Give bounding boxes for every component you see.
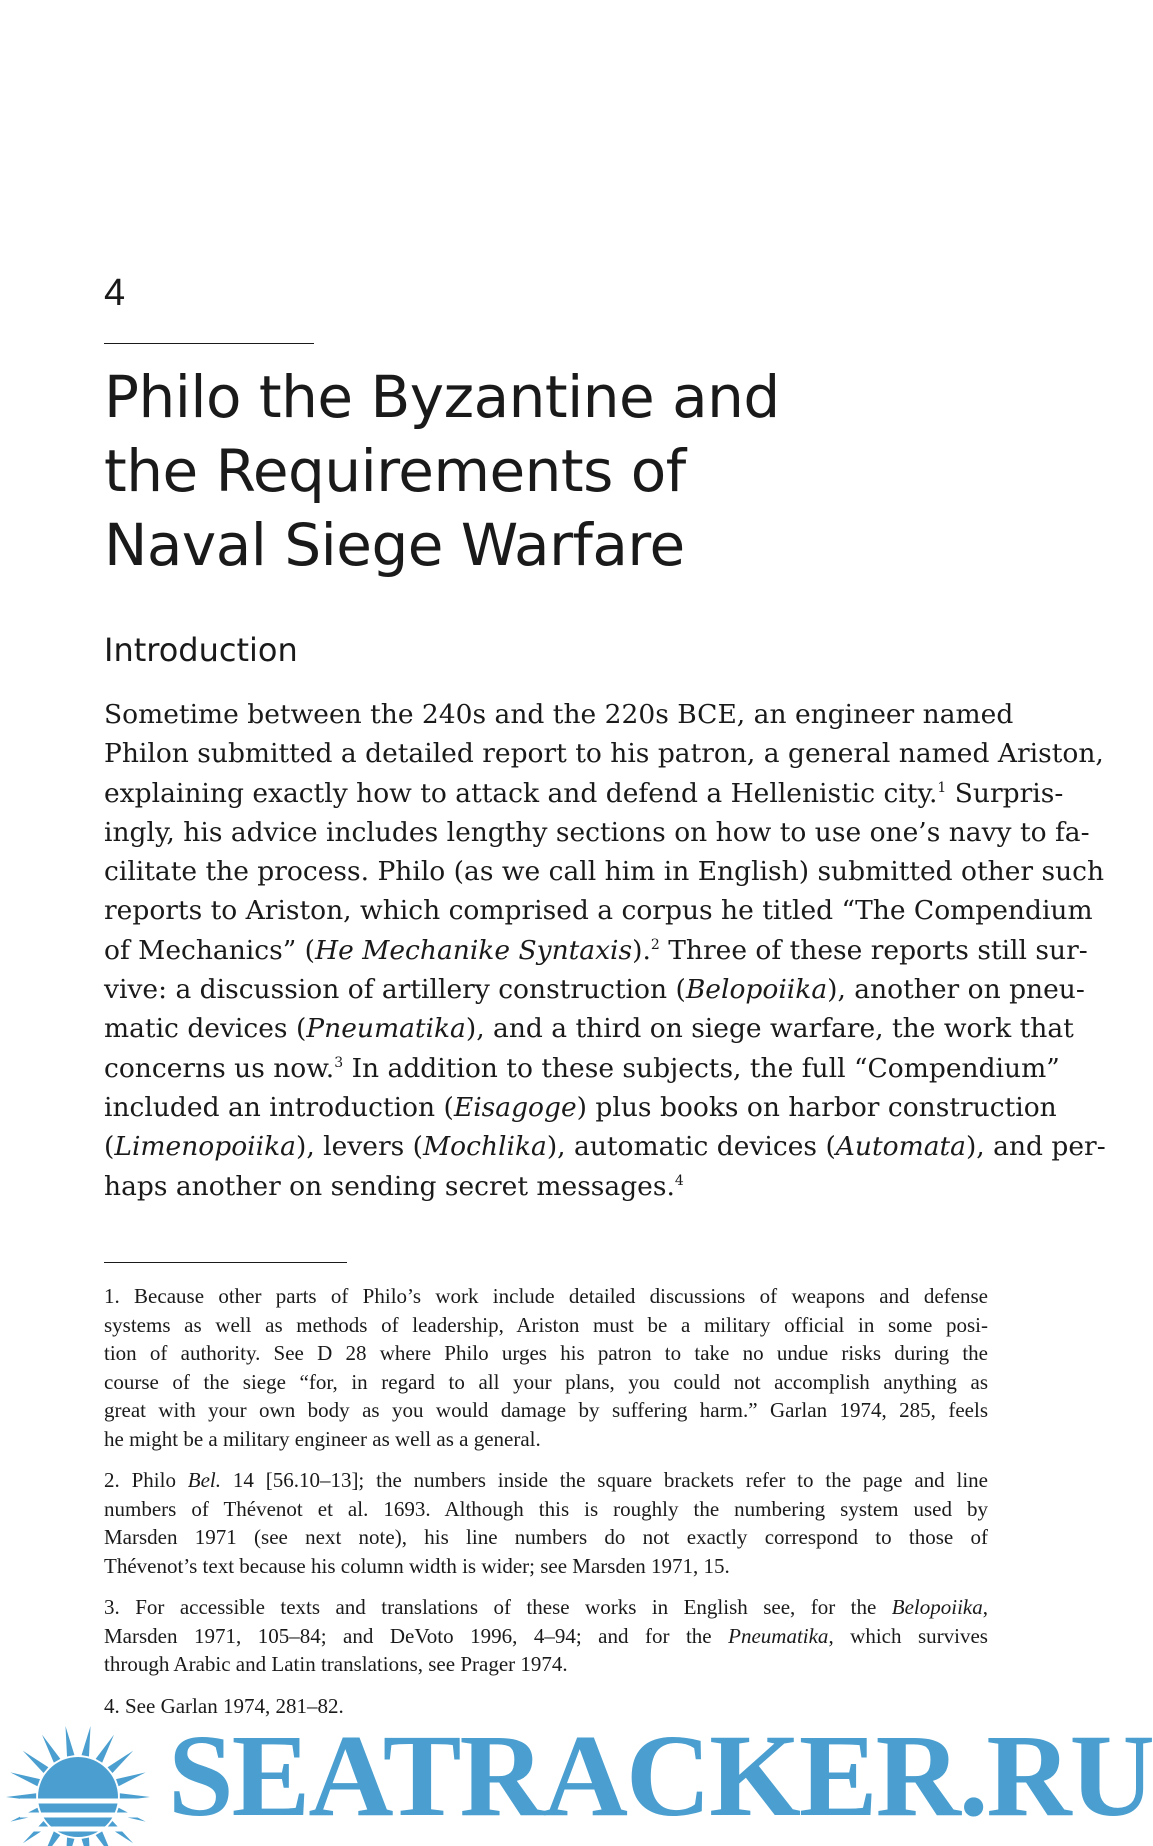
footnote-marker[interactable]: 3: [334, 1054, 344, 1071]
footnote-3: 3. For accessible texts and translations of these works in English see, for the Belopoiika, Marsden 1971, 105–84; and DeVoto 1996, 4–94; and for the Pneumatika, which survives through Arabic and Latin translations, see Prager 1974.: [104, 1595, 988, 1676]
sun-ray: [42, 1831, 60, 1846]
sun-ray: [23, 1751, 49, 1773]
footnote-1: 1. Because other parts of Philo’s work include detailed discussions of weapons and defense systems as well as methods of leadership, Ariston must be a military official in some posi- tion of authority. See D 28 where Philo urges his patron to take no undue risks during the course of the siege “for, in regard to all your plans, you could not accomplish anything as great with your own body as you would damage by suffering harm.” Garlan 1974, 285, feels he might be a military engineer as well as a general.: [104, 1284, 988, 1451]
chapter-title-line: Naval Siege Warfare: [104, 511, 685, 579]
body-line: Philon submitted a detailed report to his patron, a general named Ariston,: [104, 738, 1104, 770]
chapter-title-line: Philo the Byzantine and: [104, 363, 780, 431]
footnote-rule: [104, 1262, 347, 1263]
chapter-title: [104, 360, 1004, 582]
body-line: matic devices (Pneumatika), and a third on siege warfare, the work that: [104, 1013, 1074, 1045]
body-line: ingly, his advice includes lengthy sections on how to use one’s navy to fa-: [104, 816, 1090, 848]
sun-ray: [23, 1821, 49, 1843]
sun-ray: [65, 1726, 74, 1756]
footnote-2: 2. Philo Bel. 14 [56.10–13]; the numbers inside the square brackets refer to the page and line numbers of Thévenot et al. 1693. Although this is roughly the numbering system used by Marsden 1971 (see next note), his line numbers do not exactly correspond to those of Thévenot’s text because his column width is wider; see Marsden 1971, 15.: [104, 1468, 988, 1578]
body-line: haps another on sending secret messages.$^4$: [104, 1170, 684, 1202]
sun-ray: [108, 1821, 134, 1843]
body-line: Sometime between the 240s and the 220s BCE, an engineer named: [104, 699, 1014, 730]
sun-ray: [96, 1831, 114, 1846]
sun-ray: [42, 1735, 60, 1763]
sun-ray: [96, 1735, 114, 1763]
body-line: reports to Ariston, which comprised a corpus he titled “The Compendium: [104, 895, 1093, 927]
body-line: of Mechanics” (He Mechanike Syntaxis).$^2$ Three of these reports still sur-: [104, 934, 1088, 966]
body-line: concerns us now.$^3$ In addition to these subjects, the full “Compendium”: [104, 1052, 1060, 1084]
sun-ray: [82, 1838, 91, 1846]
sun-ray: [65, 1838, 74, 1846]
watermark-text: SEATRACKER.RU: [168, 1710, 1153, 1841]
footnote-4: 4. See Garlan 1974, 281–82.: [104, 1693, 344, 1718]
body-line: (Limenopoiika), levers (Mochlika), automatic devices (Automata), and per-: [104, 1131, 1106, 1163]
chapter-rule: [104, 343, 314, 344]
chapter-number: 4: [104, 272, 126, 314]
footnote-marker[interactable]: 1: [937, 779, 947, 796]
body-line: included an introduction (Eisagoge) plus books on harbor construction: [104, 1091, 1057, 1123]
footnotes: [104, 1282, 988, 1733]
body-line: cilitate the process. Philo (as we call him in English) submitted other such: [104, 856, 1105, 888]
section-heading: Introduction: [104, 631, 298, 669]
chapter-title-line: the Requirements of: [104, 437, 686, 505]
sun-ray: [82, 1726, 91, 1756]
sun-ray: [108, 1751, 134, 1773]
body-paragraph: [104, 695, 1106, 1206]
sun-ray: [116, 1772, 146, 1786]
footnote-marker[interactable]: 4: [674, 1172, 684, 1189]
footnote-marker[interactable]: 2: [650, 936, 660, 953]
body-line: vive: a discussion of artillery construction (Belopoiika), another on pneu-: [104, 974, 1085, 1006]
sun-ray: [10, 1772, 40, 1786]
body-line: explaining exactly how to attack and defend a Hellenistic city.$^1$ Surpris-: [104, 777, 1064, 809]
